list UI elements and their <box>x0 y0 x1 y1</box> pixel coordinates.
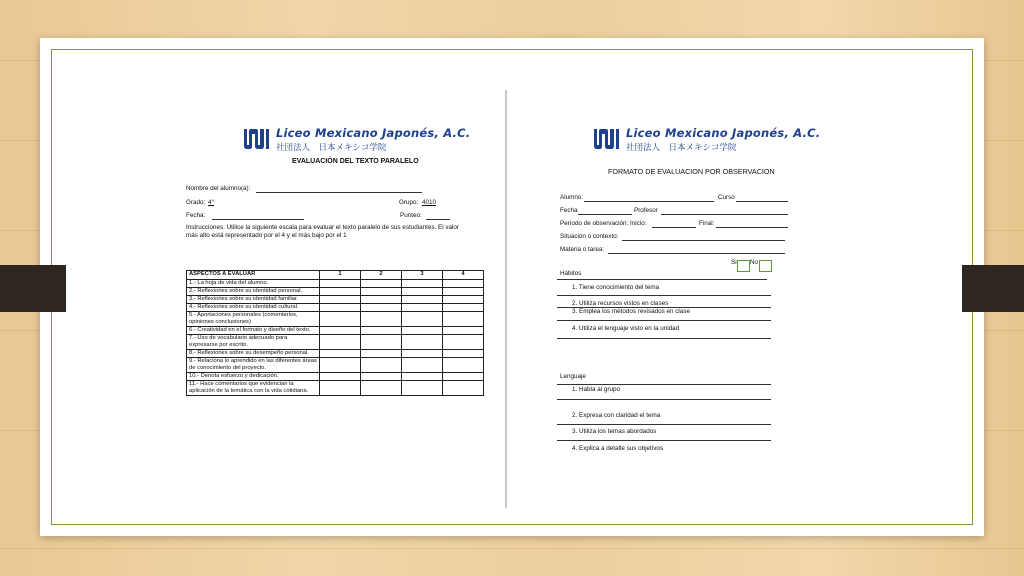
evaluation-document-left <box>142 90 500 508</box>
fecha-field[interactable] <box>578 214 632 215</box>
score-cell[interactable] <box>320 280 361 288</box>
school-name: Liceo Mexicano Japonés, A.C. <box>276 126 471 140</box>
curso-label: Curso <box>718 194 735 201</box>
materia-label: Materia o tarea: <box>560 246 605 253</box>
score-cell[interactable] <box>320 304 361 312</box>
aspect-cell: 3.- Reflexiones sobre su identidad familiar. <box>187 296 320 304</box>
header-score-3: 3 <box>402 271 443 280</box>
periodo-label: Período de observación: Inicio: <box>560 220 647 227</box>
right-tape-strip <box>962 265 1024 312</box>
score-cell[interactable] <box>443 312 484 327</box>
answer-line[interactable] <box>557 295 771 296</box>
document-title: EVALUACIÓN DEL TEXTO PARALELO <box>292 158 419 165</box>
school-logo <box>592 126 820 153</box>
aspect-cell: 11.- Hace comentarios que evidencian la aplicación de la temática con la vida cotidiana. <box>187 381 320 396</box>
aspect-cell: 6.- Creatividad en el formato y diseño del texto. <box>187 327 320 335</box>
instructions-line-1: Instrucciones: Utilice la siguiente escala para evaluar el texto paralelo de sus estudiantes. El valor <box>186 224 460 231</box>
table-row <box>187 373 484 381</box>
aspect-cell: 10.- Denota esfuerzo y dedicación. <box>187 373 320 381</box>
punteo-field[interactable] <box>426 219 450 220</box>
answer-line[interactable] <box>557 424 771 425</box>
situacion-label: Situación o contexto: <box>560 233 619 240</box>
alumno-field[interactable] <box>584 201 714 202</box>
school-name-japanese: 社団法人 日本メキシコ学院 <box>276 142 387 152</box>
header-score-2: 2 <box>361 271 402 280</box>
lenguaje-item: 2. Expresa con claridad el tema <box>572 412 661 419</box>
score-cell[interactable] <box>320 373 361 381</box>
score-cell[interactable] <box>443 350 484 358</box>
score-cell[interactable] <box>320 358 361 373</box>
aspect-cell: 4.- Reflexiones sobre su identidad cultural. <box>187 304 320 312</box>
score-cell[interactable] <box>443 296 484 304</box>
answer-line[interactable] <box>557 320 771 321</box>
score-cell[interactable] <box>361 327 402 335</box>
profesor-field[interactable] <box>661 214 788 215</box>
score-cell[interactable] <box>361 350 402 358</box>
grado-value: 4° <box>208 199 215 206</box>
score-cell[interactable] <box>361 288 402 296</box>
lenguaje-heading: Lenguaje <box>560 373 586 380</box>
score-cell[interactable] <box>320 350 361 358</box>
materia-field[interactable] <box>608 253 785 254</box>
left-tape-strip <box>0 265 66 312</box>
fecha-label: Fecha: <box>186 212 206 219</box>
grupo-label: Grupo: <box>399 199 419 206</box>
score-cell[interactable] <box>361 381 402 396</box>
score-cell[interactable] <box>361 280 402 288</box>
score-cell[interactable] <box>443 327 484 335</box>
curso-field[interactable] <box>736 201 788 202</box>
score-cell[interactable] <box>402 381 443 396</box>
table-row <box>187 327 484 335</box>
score-cell[interactable] <box>443 304 484 312</box>
score-cell[interactable] <box>402 296 443 304</box>
aspect-cell: 7.- Uso de vocabulario adecuado para expresarse por escrito. <box>187 335 320 350</box>
periodo-inicio-field[interactable] <box>652 227 696 228</box>
aspect-cell: 8.- Reflexiones sobre su desempeño personal. <box>187 350 320 358</box>
habitos-rule <box>557 279 767 280</box>
table-row <box>187 335 484 350</box>
no-checkbox[interactable] <box>759 260 772 272</box>
profesor-label: Profesor <box>634 207 658 214</box>
table-row <box>187 288 484 296</box>
score-cell[interactable] <box>361 358 402 373</box>
score-cell[interactable] <box>402 327 443 335</box>
header-aspectos: ASPECTOS A EVALUAR <box>187 271 320 280</box>
grado-label: Grado: <box>186 199 206 206</box>
fecha-field[interactable] <box>212 219 304 220</box>
header-score-4: 4 <box>443 271 484 280</box>
school-emblem-icon <box>242 126 270 150</box>
table-row <box>187 304 484 312</box>
lenguaje-item: 3. Utiliza los temas abordados <box>572 428 657 435</box>
table-row <box>187 358 484 373</box>
alumno-label: Nombre del alumno(a): <box>186 185 251 192</box>
score-cell[interactable] <box>361 312 402 327</box>
score-cell[interactable] <box>402 288 443 296</box>
table-row <box>187 350 484 358</box>
school-name: Liceo Mexicano Japonés, A.C. <box>626 126 821 140</box>
grupo-value: 4010 <box>422 199 437 206</box>
lenguaje-item: 1. Habla al grupo <box>572 386 620 393</box>
score-cell[interactable] <box>402 280 443 288</box>
answer-line[interactable] <box>557 384 771 385</box>
habito-item: 2. Utiliza recursos vistos en clases <box>572 300 669 307</box>
table-row <box>187 312 484 327</box>
page-divider <box>505 90 507 508</box>
school-logo <box>242 126 470 153</box>
score-cell[interactable] <box>361 304 402 312</box>
habitos-heading: Hábitos <box>560 270 582 277</box>
score-cell[interactable] <box>361 335 402 350</box>
fecha-label: Fecha <box>560 207 578 214</box>
table-row <box>187 381 484 396</box>
si-checkbox[interactable] <box>737 260 750 272</box>
punteo-label: Punteo: <box>400 212 422 219</box>
score-cell[interactable] <box>402 350 443 358</box>
instructions-line-2: más alto está representado por el 4 y el más bajo por el 1 <box>186 232 347 239</box>
situacion-field[interactable] <box>622 240 785 241</box>
document-title: FORMATO DE EVALUACION POR OBSERVACION <box>608 167 775 176</box>
score-cell[interactable] <box>402 304 443 312</box>
score-cell[interactable] <box>443 381 484 396</box>
lenguaje-item: 4. Explica a detalle sus objetivos <box>572 445 664 452</box>
score-cell[interactable] <box>320 381 361 396</box>
score-cell[interactable] <box>443 288 484 296</box>
score-cell[interactable] <box>402 373 443 381</box>
final-label: Final: <box>699 220 715 227</box>
score-cell[interactable] <box>443 335 484 350</box>
school-emblem-icon <box>592 126 620 150</box>
alumno-field[interactable] <box>256 192 422 193</box>
score-cell[interactable] <box>361 373 402 381</box>
table-row <box>187 280 484 288</box>
score-cell[interactable] <box>320 312 361 327</box>
habito-item: 1. Tiene conocimiento del tema <box>572 284 660 291</box>
habito-item: 4. Utiliza el lenguaje visto en la unidad <box>572 325 680 332</box>
no-label: No <box>750 259 759 266</box>
school-name-japanese: 社団法人 日本メキシコ学院 <box>626 142 737 152</box>
answer-line[interactable] <box>557 440 771 441</box>
score-cell[interactable] <box>443 358 484 373</box>
score-cell[interactable] <box>361 296 402 304</box>
periodo-final-field[interactable] <box>716 227 788 228</box>
score-cell[interactable] <box>402 358 443 373</box>
observation-document-right <box>512 90 854 508</box>
aspect-cell: 9.- Relaciona lo aprendido en las diferentes áreas de conocimiento del proyecto. <box>187 358 320 373</box>
score-cell[interactable] <box>443 373 484 381</box>
score-cell[interactable] <box>320 327 361 335</box>
answer-line[interactable] <box>557 399 771 400</box>
header-score-1: 1 <box>320 271 361 280</box>
habito-item: 3. Emplea los métodos revisados en clase <box>572 308 690 315</box>
evaluation-table <box>186 270 484 396</box>
si-label: Si <box>731 259 737 266</box>
score-cell[interactable] <box>402 335 443 350</box>
score-cell[interactable] <box>320 288 361 296</box>
aspect-cell: 5.- Aportaciones personales (comentarios, opiniones conclusiones) <box>187 312 320 327</box>
score-cell[interactable] <box>320 296 361 304</box>
score-cell[interactable] <box>402 312 443 327</box>
table-header-row <box>187 271 484 280</box>
aspect-cell: 2.- Reflexiones sobre su identidad personal. <box>187 288 320 296</box>
score-cell[interactable] <box>443 280 484 288</box>
aspect-cell: 1.- La hoja de vida del alumno. <box>187 280 320 288</box>
table-row <box>187 296 484 304</box>
alumno-label: Alumno: <box>560 194 584 201</box>
answer-line[interactable] <box>557 338 771 339</box>
score-cell[interactable] <box>320 335 361 350</box>
